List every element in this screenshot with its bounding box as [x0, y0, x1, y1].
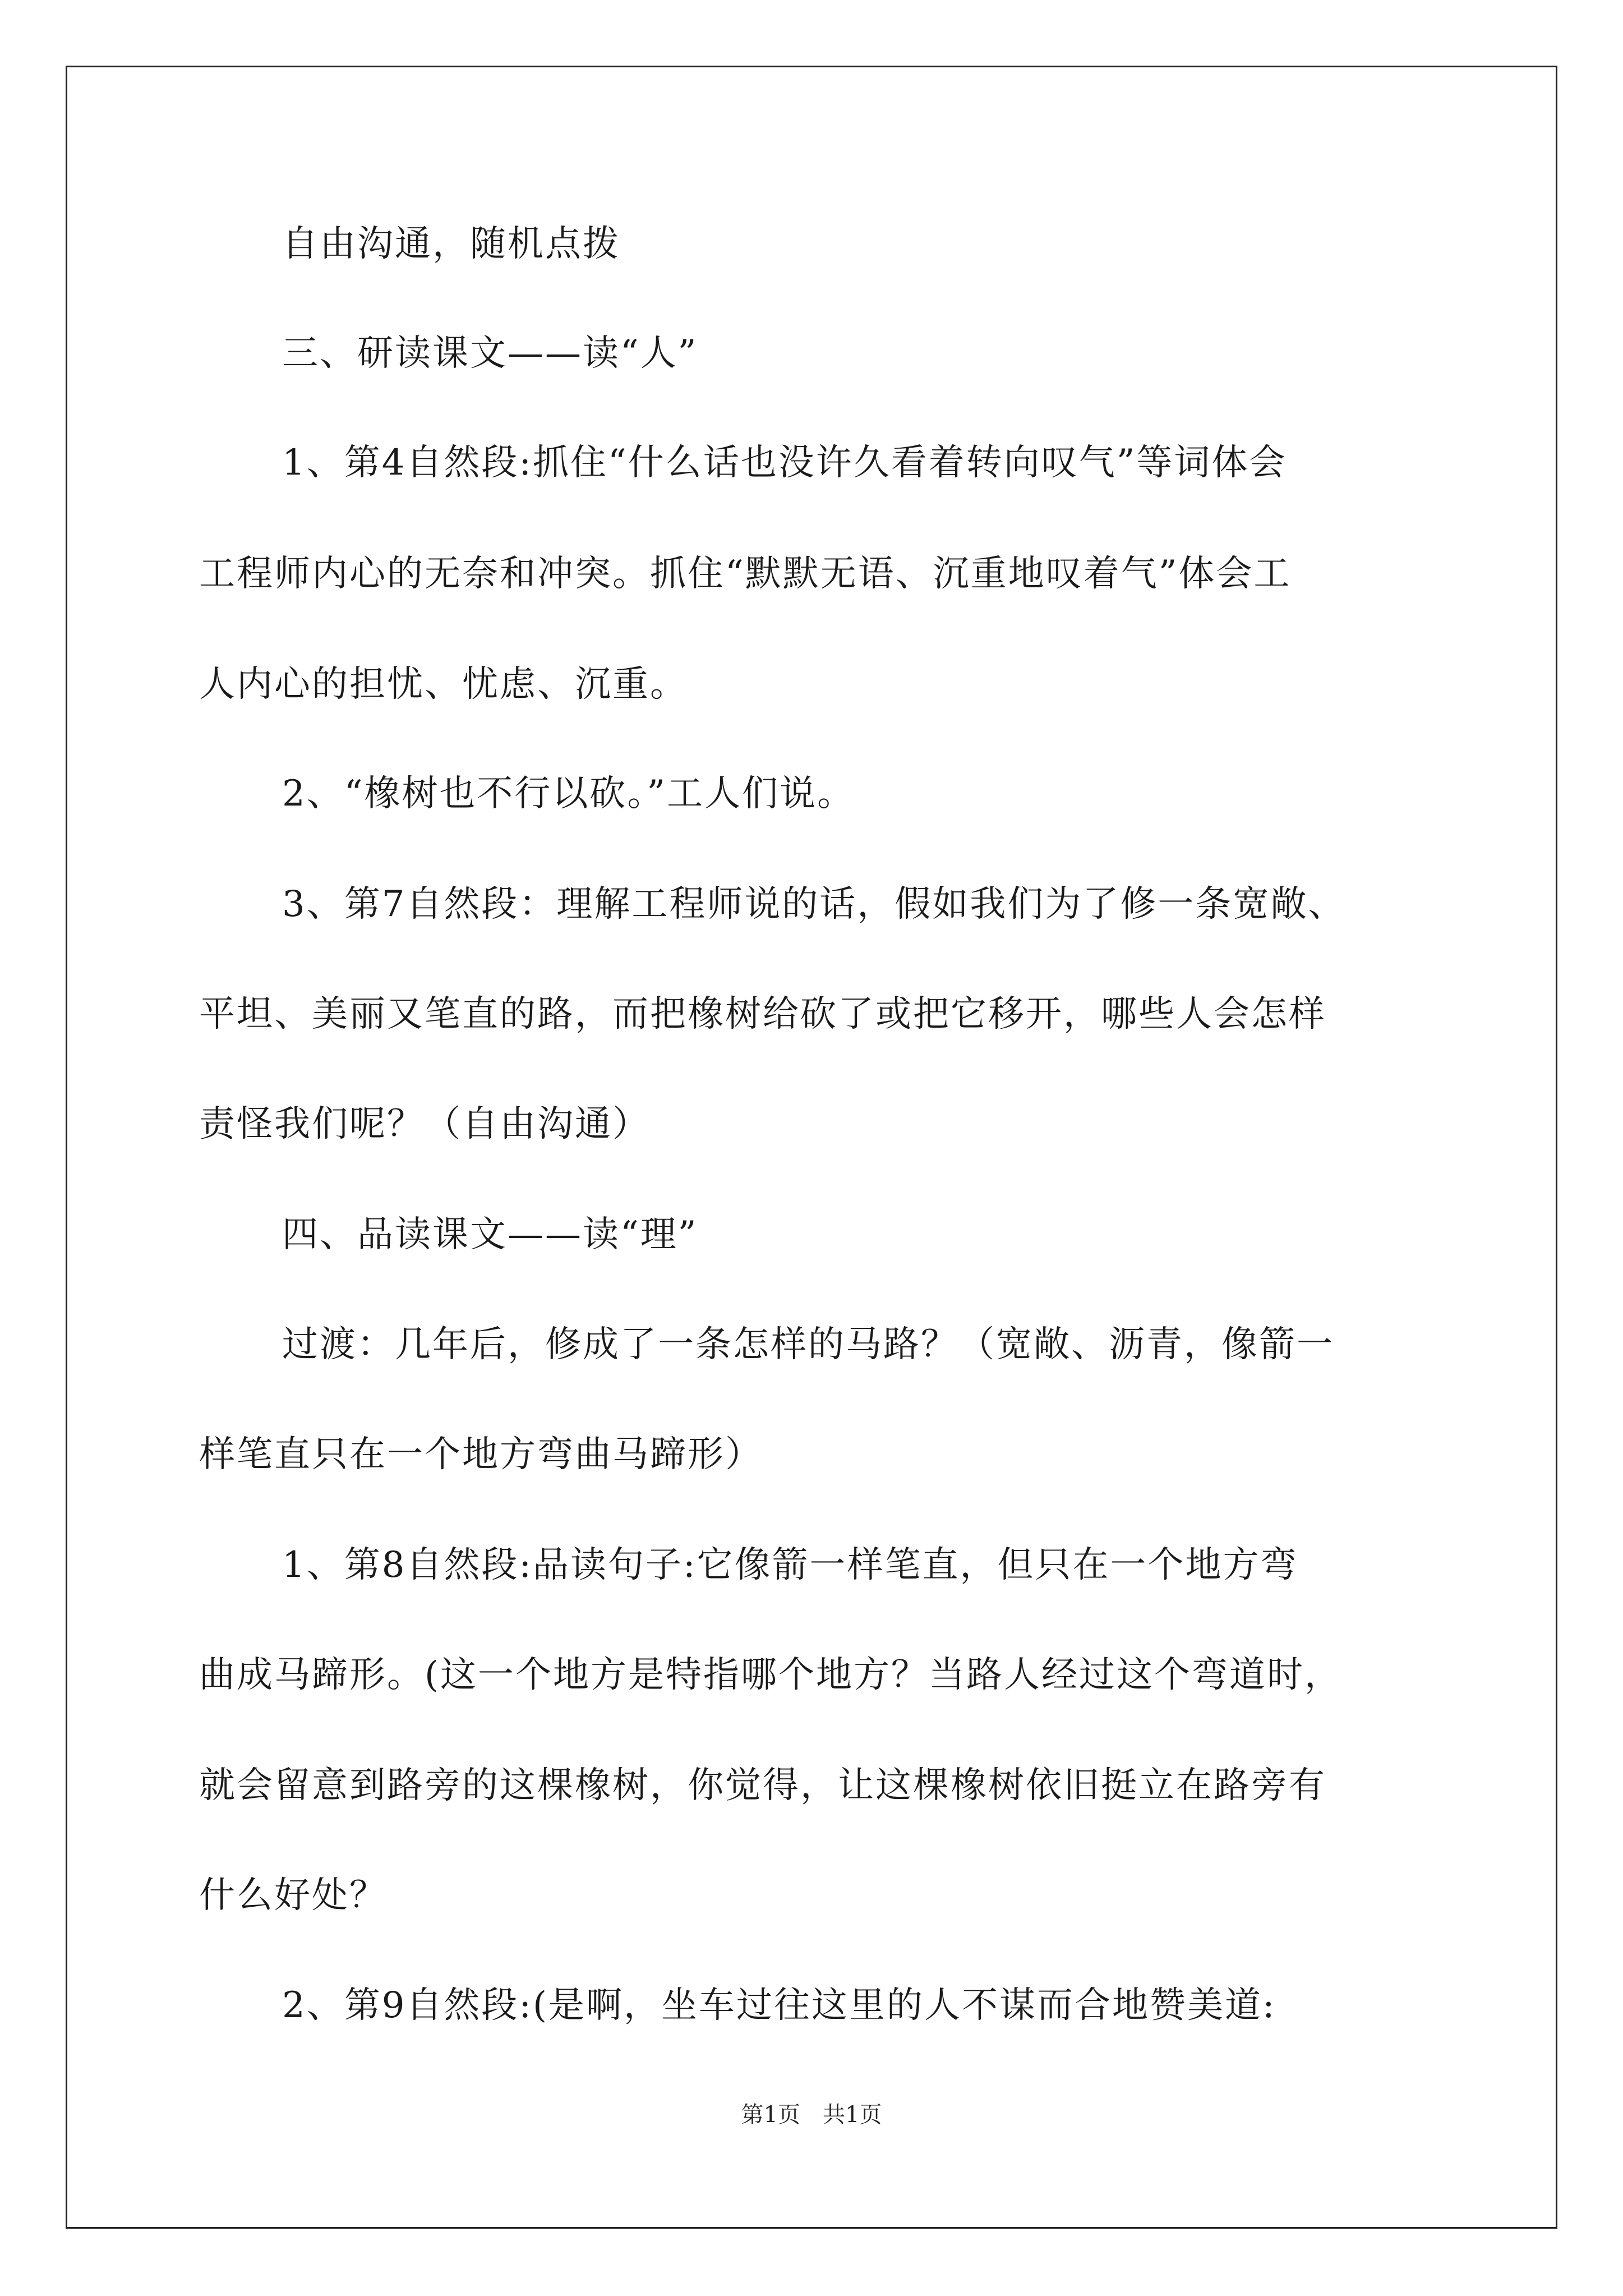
paragraph-line: 工程师内心的无奈和冲突。抓住“默默无语、沉重地叹着气”体会工 — [199, 553, 1292, 595]
paragraph-line: 过渡：几年后，修成了一条怎样的马路？（宽敞、沥青，像箭一 — [282, 1324, 1334, 1365]
paragraph-line: 自由沟通，随机点拨 — [282, 223, 620, 265]
paragraph-line: 3、第7自然段：理解工程师说的话，假如我们为了修一条宽敞、 — [282, 884, 1346, 925]
paragraph-line: 什么好处？ — [199, 1875, 387, 1916]
paragraph-line: 平坦、美丽又笔直的路，而把橡树给砍了或把它移开，哪些人会怎样 — [199, 993, 1326, 1035]
paragraph-line: 责怪我们呢？（自由沟通） — [199, 1103, 650, 1145]
paragraph-line: 曲成马蹄形。(这一个地方是特指哪个地方？当路人经过这个弯道时， — [199, 1654, 1342, 1696]
paragraph-line: 就会留意到路旁的这棵橡树，你觉得，让这棵橡树依旧挺立在路旁有 — [199, 1765, 1326, 1806]
section-heading: 四、品读课文——读“理” — [282, 1214, 698, 1255]
paragraph-line: 1、第8自然段:品读句子:它像箭一样笔直，但只在一个地方弯 — [282, 1544, 1298, 1586]
paragraph-line: 2、“橡树也不行以砍。”工人们说。 — [282, 773, 855, 815]
section-heading: 三、研读课文——读“人” — [282, 333, 698, 374]
paragraph-line: 1、第4自然段:抓住“什么话也没许久看着转向叹气”等词体会 — [282, 442, 1287, 484]
page-number-footer: 第1页 共1页 — [741, 2102, 882, 2128]
paragraph-line: 2、第9自然段:(是啊，坐车过往这里的人不谋而合地赞美道: — [282, 1985, 1276, 2026]
paragraph-line: 样笔直只在一个地方弯曲马蹄形） — [199, 1434, 763, 1475]
paragraph-line: 人内心的担忧、忧虑、沉重。 — [199, 664, 688, 705]
